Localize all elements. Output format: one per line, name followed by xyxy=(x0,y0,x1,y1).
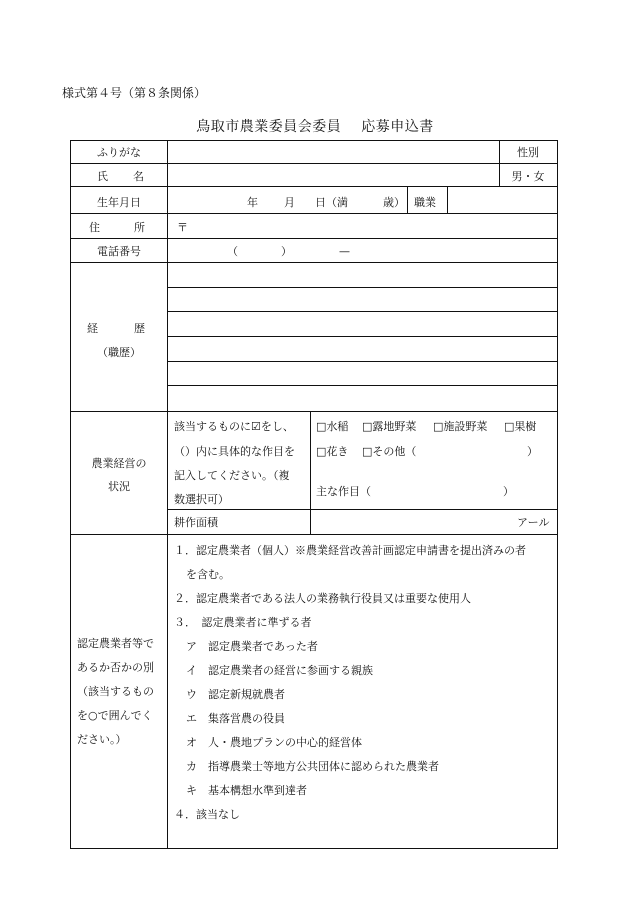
career-sub-label: （職歴） xyxy=(97,346,141,359)
certified-label-line: あるか否かの別 xyxy=(77,661,154,674)
farming-instruction-line: 記入してください。（複 xyxy=(174,469,290,482)
cultivated-area-label: 耕作面積 xyxy=(174,516,218,529)
farming-instruction-line: （）内に具体的な作目を xyxy=(174,445,295,458)
occupation-label: 職業 xyxy=(414,196,436,209)
certified-label-line: 認定農業者等で xyxy=(77,637,154,650)
farming-label-line1: 農業経営の xyxy=(91,457,147,470)
postal-mark: 〒 xyxy=(177,221,188,234)
birthdate-label: 生年月日 xyxy=(97,196,141,209)
age-open: （満 xyxy=(326,196,348,209)
form-title xyxy=(0,116,630,136)
birth-year-unit: 年 xyxy=(247,196,258,209)
option-greenhouse-vegetables[interactable]: □施設野菜 xyxy=(433,420,488,433)
name-label-first: 氏 xyxy=(97,170,108,183)
career-label-first: 経 xyxy=(87,322,98,335)
phone-label: 電話番号 xyxy=(97,245,141,258)
gender-label: 性別 xyxy=(517,146,539,159)
gender-options[interactable]: 男・女 xyxy=(511,170,545,183)
certified-sub-option[interactable]: ウ 認定新規就農者 xyxy=(186,688,285,701)
main-crop-label: 主な作目（ xyxy=(316,485,371,498)
main-crop-close: ） xyxy=(503,485,514,498)
farming-instruction-line: 該当するものに☑をし、 xyxy=(174,420,294,433)
certified-option[interactable]: ２．認定農業者である法人の業務執行役員又は重要な使用人 xyxy=(174,592,471,605)
certified-sub-option[interactable]: ア 認定農業者であった者 xyxy=(186,640,318,653)
form-number: 様式第４号（第８条関係） xyxy=(62,86,207,100)
certified-label-line: ださい。） xyxy=(77,733,127,746)
certified-sub-option[interactable]: キ 基本構想水準到達者 xyxy=(186,784,307,797)
furigana-label: ふりがな xyxy=(97,146,141,159)
age-close: 歳） xyxy=(383,196,405,209)
birth-day-unit: 日 xyxy=(315,196,326,209)
phone-dash: — xyxy=(339,245,350,258)
farming-instruction-line: 数選択可） xyxy=(174,493,229,506)
option-other-close: ） xyxy=(527,445,538,458)
certified-sub-option[interactable]: イ 認定農業者の経営に参画する親族 xyxy=(186,664,373,677)
phone-paren-open: （ xyxy=(227,245,238,258)
option-flowers[interactable]: □花き xyxy=(316,445,349,458)
option-open-field-vegetables[interactable]: □露地野菜 xyxy=(362,420,417,433)
application-form-table xyxy=(70,140,558,849)
certified-option[interactable]: ３． 認定農業者に準ずる者 xyxy=(174,616,312,629)
career-label-second: 歴 xyxy=(134,322,145,335)
phone-paren-close: ） xyxy=(281,245,292,258)
title-main: 鳥取市農業委員会委員 xyxy=(196,119,342,135)
certified-option[interactable]: ４．該当なし xyxy=(174,808,240,821)
title-sub: 応募申込書 xyxy=(361,119,434,135)
option-paddy-rice[interactable]: □水稲 xyxy=(316,420,349,433)
certified-option-continuation: を含む。 xyxy=(186,568,230,581)
name-label-second: 名 xyxy=(133,170,144,183)
option-fruit-trees[interactable]: □果樹 xyxy=(504,420,537,433)
birth-month-unit: 月 xyxy=(284,196,295,209)
certified-sub-option[interactable]: オ 人・農地プランの中心的経営体 xyxy=(186,736,362,749)
certified-sub-option[interactable]: エ 集落営農の役員 xyxy=(186,712,285,725)
address-label-second: 所 xyxy=(134,221,145,234)
certified-label-line: を○で囲んでく xyxy=(77,709,153,722)
farming-label-line2: 状況 xyxy=(108,480,130,493)
option-other[interactable]: □その他（ xyxy=(362,445,417,458)
cultivated-area-unit: アール xyxy=(517,516,550,529)
certified-sub-option[interactable]: カ 指導農業士等地方公共団体に認められた農業者 xyxy=(186,760,439,773)
certified-label-line: （該当するもの xyxy=(77,685,154,698)
certified-option[interactable]: １．認定農業者（個人）※農業経営改善計画認定申請書を提出済みの者 xyxy=(174,544,526,557)
address-label-first: 住 xyxy=(89,221,100,234)
